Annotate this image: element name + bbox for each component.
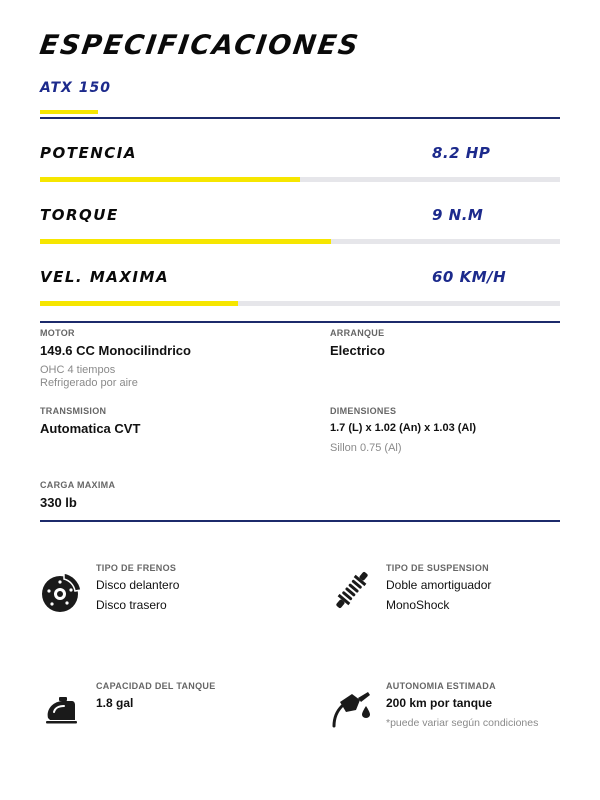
stat-bar-fill-vel-maxima — [40, 301, 238, 306]
feature-label-suspension: TIPO DE SUSPENSION — [386, 563, 489, 573]
stat-value-vel-maxima: 60 KM/H — [432, 268, 507, 286]
feature-value-autonomia: 200 km por tanque — [386, 696, 493, 710]
stat-bar-torque — [40, 239, 560, 244]
stat-bar-fill-potencia — [40, 177, 300, 182]
spec-value-motor: 149.6 CC Monocilindrico — [40, 343, 191, 358]
feature-value-frenos-1: Disco delantero — [96, 578, 180, 592]
spec-label-carga: CARGA MAXIMA — [40, 480, 116, 490]
header-divider — [40, 117, 560, 119]
stat-label-potencia: POTENCIA — [40, 144, 137, 162]
fuel-tank-icon — [42, 690, 86, 734]
stat-label-vel-maxima: VEL. MAXIMA — [40, 268, 170, 286]
feature-value-frenos-2: Disco trasero — [96, 598, 167, 612]
brake-disc-icon — [40, 570, 84, 614]
stat-value-torque: 9 N.M — [432, 206, 484, 224]
feature-value-suspension-2: MonoShock — [386, 598, 450, 612]
spec-label-transmision: TRANSMISION — [40, 406, 107, 416]
stat-bar-vel-maxima — [40, 301, 560, 306]
feature-label-autonomia: AUTONOMIA ESTIMADA — [386, 681, 496, 691]
spec-value-dimensiones: 1.7 (L) x 1.02 (An) x 1.03 (Al) — [330, 422, 477, 434]
spec-value-arranque: Electrico — [330, 343, 385, 358]
stat-label-torque: TORQUE — [40, 206, 119, 224]
feature-note-autonomia: *puede variar según condiciones — [386, 717, 539, 729]
specs-divider — [40, 520, 560, 522]
stats-divider — [40, 321, 560, 323]
spec-note-motor-1: OHC 4 tiempos — [40, 364, 116, 376]
model-name: ATX 150 — [40, 80, 111, 96]
spec-label-motor: MOTOR — [40, 328, 75, 338]
stat-bar-potencia — [40, 177, 560, 182]
feature-label-tanque: CAPACIDAD DEL TANQUE — [96, 681, 216, 691]
shock-absorber-icon — [330, 568, 374, 612]
feature-value-suspension-1: Doble amortiguador — [386, 578, 492, 592]
spec-value-carga: 330 lb — [40, 495, 77, 510]
stat-bar-fill-torque — [40, 239, 331, 244]
spec-value-transmision: Automatica CVT — [40, 421, 141, 436]
spec-note-dimensiones: Sillon 0.75 (Al) — [330, 442, 402, 454]
model-accent-bar — [40, 110, 98, 114]
feature-value-tanque: 1.8 gal — [96, 696, 134, 710]
feature-label-frenos: TIPO DE FRENOS — [96, 563, 177, 573]
spec-label-dimensiones: DIMENSIONES — [330, 406, 397, 416]
page-title: ESPECIFICACIONES — [37, 30, 362, 61]
spec-note-motor-2: Refrigerado por aire — [40, 377, 138, 389]
spec-label-arranque: ARRANQUE — [330, 328, 385, 338]
stat-value-potencia: 8.2 HP — [432, 144, 491, 162]
fuel-nozzle-icon — [330, 686, 374, 730]
